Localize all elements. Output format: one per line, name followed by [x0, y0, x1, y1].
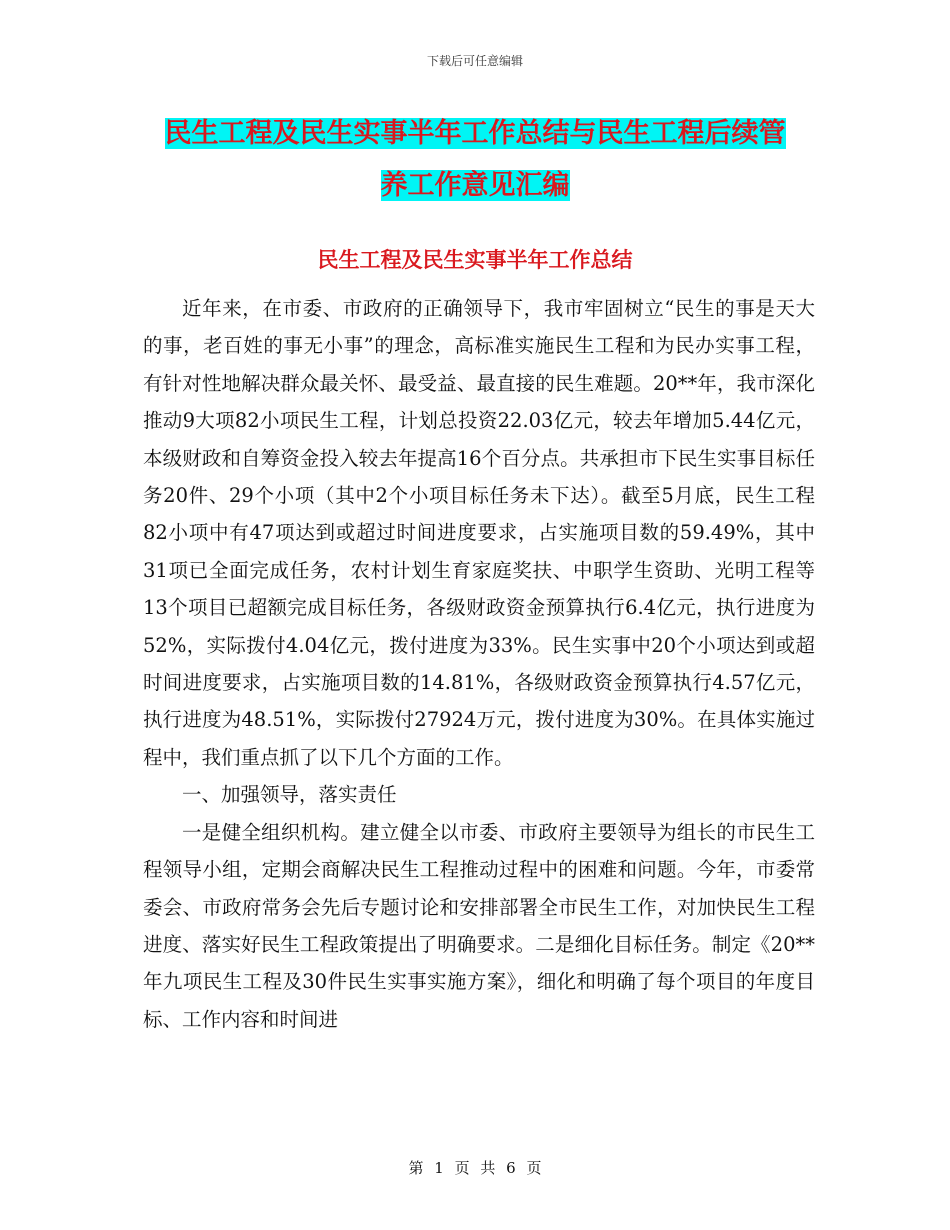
document-title-line-2: 养工作意见汇编 [380, 170, 570, 201]
paragraph-organization: 一是健全组织机构。建立健全以市委、市政府主要领导为组长的市民生工程领导小组，定期会商解决民生工程推动过程中的困难和问题。今年，市委常委会、市政府常务会先后专题讨论和安排部署全市民生工作，对加快民生工程进度、落实好民生工程政策提出了明确要求。二是细化目标任务。制定《20**年九项民生工程及30件民生实事实施方案》，细化和明确了每个项目的年度目标、工作内容和时间进 [143, 820, 815, 1031]
document-title-line-1: 民生工程及民生实事半年工作总结与民生工程后续管 [164, 118, 786, 149]
section-title: 民生工程及民生实事半年工作总结 [317, 248, 633, 272]
page-header: 下载后可任意编辑 [426, 54, 523, 68]
page-number: 第 1 页 共 6 页 [408, 1159, 542, 1177]
document-body [143, 290, 815, 1038]
paragraph-heading-1: 一、加强领导，落实责任 [182, 783, 397, 807]
paragraph-intro: 近年来，在市委、市政府的正确领导下，我市牢固树立“民生的事是天大的事，老百姓的事无小事”的理念，高标准实施民生工程和为民办实事工程，有针对性地解决群众最关怀、最受益、最直接的民生难题。20**年，我市深化推动9大项82小项民生工程，计划总投资22.03亿元，较去年增加5.44亿元，本级财政和自筹资金投入较去年提高16个百分点。共承担市下民生实事目标任务20件、29个小项（其中2个小项目标任务未下达）。截至5月底，民生工程82小项中有47项达到或超过时间进度要求，占实施项目数的59.49%，其中31项已全面完成任务，农村计划生育家庭奖扶、中职学生资助、光明工程等13个项目已超额完成目标任务，各级财政资金预算执行6.4亿元，执行进度为52%，实际拨付4.04亿元，拨付进度为33%。民生实事中20个小项达到或超时间进度要求，占实施项目数的14.81%，各级财政资金预算执行4.57亿元，执行进度为48.51%，实际拨付27924万元，拨付进度为30%。在具体实施过程中，我们重点抓了以下几个方面的工作。 [143, 297, 815, 769]
document-title [140, 108, 810, 212]
